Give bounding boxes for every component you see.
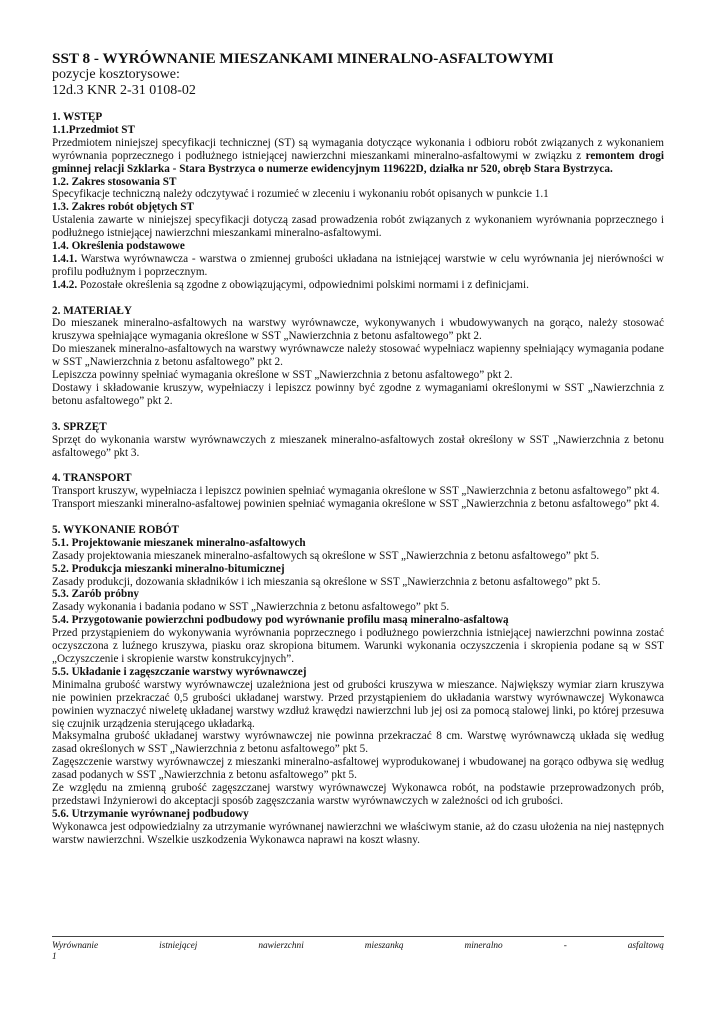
section-heading-5: 5. WYKONANIE ROBÓT [52, 523, 179, 536]
footer-word: nawierzchni [258, 941, 304, 951]
footer-word: Wyrównanie [52, 941, 99, 951]
paragraph-5-5-d: Ze względu na zmienną grubość zagęszczanej warstwy wyrównawczej Wykonawca robót, na podstawie przeprowadzonych prób, przedstawi Inżynierowi do akceptacji sposób zagęszczania warstw wyrównawczych w zależności od ich grubości. [52, 782, 664, 807]
footer-word: istniejącej [159, 941, 198, 951]
footer-word: mieszanką [364, 941, 404, 951]
subsection-heading-1-4: 1.4. Określenia podstawowe [52, 240, 185, 253]
paragraph-2-2: Do mieszanek mineralno-asfaltowych na warstwy wyrównawcze należy stosować wypełniacz wapienny spełniający wymagania podane w SST „Nawierzchnia z betonu asfaltowego” pkt 2. [52, 343, 664, 369]
subsection-heading-5-3: 5.3. Zarób próbny [52, 588, 140, 601]
subsection-heading-5-4: 5.4. Przygotowanie powierzchni podbudowy pod wyrównanie profilu masą mineralno-asfaltową [52, 614, 509, 627]
subsection-heading-5-1: 5.1. Projektowanie mieszanek mineralno-asfaltowych [52, 536, 306, 549]
paragraph-3-1: Sprzęt do wykonania warstw wyrównawczych z mieszanek mineralno-asfaltowych został określony w SST „Nawierzchnia z betonu asfaltowego” pkt 3. [52, 433, 664, 459]
paragraph-5-4: Przed przystąpieniem do wykonywania wyrównania poprzecznego i podłużnego powierzchnia istniejącej nawierzchni powinna zostać oczyszczona z luźnego kruszywa, piasku oraz skropiona bitumem. Warunki wykonania oczyszczenia i skropienia podane są w SST „Oczyszczenie i skropienie warstw konstrukcyjnych”. [52, 627, 664, 665]
footer-word: - [563, 941, 567, 951]
footer-word: mineralno [464, 941, 503, 951]
section-heading-1: 1. WSTĘP [52, 111, 103, 123]
paragraph-5-1: Zasady projektowania mieszanek mineralno-asfaltowych są określone w SST „Nawierzchnia z betonu asfaltowego” pkt 5. [52, 549, 600, 562]
page-number: 1 [52, 952, 57, 962]
footer-word: asfaltową [627, 941, 664, 951]
paragraph-5-2: Zasady produkcji, dozowania składników i ich mieszania są określone w SST „Nawierzchnia z betonu asfaltowego” pkt 5. [52, 575, 601, 588]
section-heading-4: 4. TRANSPORT [52, 472, 132, 485]
section-heading-3: 3. SPRZĘT [52, 420, 107, 433]
paragraph-5-5-c: Zagęszczenie warstwy wyrównawczej z mieszanki mineralno-asfaltowej wyprodukowanej i wbudowanej na gorąco odbywa się według zasad podanych w SST „Nawierzchnia z betonu asfaltowego” pkt 5. [52, 756, 664, 782]
cost-items-label: pozycje kosztorysowe: [52, 67, 180, 82]
subsection-heading-1-3: 1.3. Zakres robót objętych ST [52, 201, 194, 214]
paragraph-5-6: Wykonawca jest odpowiedzialny za utrzymanie wyrównanej nawierzchni we właściwym stanie, aż do czasu ułożenia na niej następnych warstw nawierzchni. Wszelkie uszkodzenia Wykonawca naprawi na koszt własny. [52, 820, 664, 846]
paragraph-5-3: Zasady wykonania i badania podano w SST „Nawierzchnia z betonu asfaltowego” pkt 5. [52, 601, 450, 614]
subsection-heading-1-2: 1.2. Zakres stosowania ST [52, 175, 177, 188]
paragraph-4-1: Transport kruszyw, wypełniacza i lepiszcz powinien spełniać wymagania określone w SST „Nawierzchnia z betonu asfaltowego” pkt 4. [52, 485, 660, 498]
paragraph-2-4: Dostawy i składowanie kruszyw, wypełniaczy i lepiszcz powinny być zgodne z wymaganiami określonymi w SST „Nawierzchnia z betonu asfaltowego” pkt 2. [52, 382, 664, 407]
paragraph-5-5-a: Minimalna grubość warstwy wyrównawczej uzależniona jest od grubości kruszywa w mieszance. Największy wymiar ziarn kruszywa nie powinien przekraczać 0,5 grubości układanej warstwy. Przed przystąpieniem do układania warstwy wyrównawczej Wykonawca powinien wyznaczyć niweletę układanej warstwy wzdłuż krawędzi nawierzchni lub jej osi za pomocą stalowej linki, po której przesuwa się czujnik urządzenia sterującego układarką. [52, 678, 664, 730]
paragraph-1-1-bold: remontem drogi gminnej relacji Szklarka - Stara Bystrzyca o numerze ewidencyjnym 119622D, działka nr 520, obręb Stara Bystrzyca. [52, 149, 664, 175]
paragraph-1-3: Ustalenia zawarte w niniejszej specyfikacji dotyczą zasad prowadzenia robót związanych z wykonaniem wyrównania poprzecznego i podłużnego istniejącej nawierzchni mieszankami mineralno-asfaltowymi. [52, 214, 664, 240]
paragraph-5-5-b: Maksymalna grubość układanej warstwy wyrównawczej nie powinna przekraczać 8 cm. Warstwę wyrównawczą układa się według zasad określonych w SST „Nawierzchnia z betonu asfaltowego” pkt 5. [52, 730, 664, 756]
paragraph-2-1: Do mieszanek mineralno-asfaltowych na warstwy wyrównawcze, wykonywanych i wbudowywanych na gorąco, należy stosować kruszywa spełniające wymagania określone w SST „Nawierzchnia z betonu asfaltowego” pkt 2. [52, 317, 664, 343]
paragraph-1-1 [52, 137, 664, 176]
page-footer [52, 936, 664, 962]
document-body [52, 111, 664, 847]
subsection-heading-5-2: 5.2. Produkcja mieszanki mineralno-bitumicznej [52, 562, 285, 575]
paragraph-1-2: Specyfikacje techniczną należy odczytywać i rozumieć w zleceniu i wykonaniu robót opisanych w punkcie 1.1 [52, 188, 549, 201]
paragraph-1-4-2-number: 1.4.2. [52, 278, 78, 291]
document-title: SST 8 - WYRÓWNANIE MIESZANKAMI MINERALNO-ASFALTOWYMI [52, 50, 554, 67]
paragraph-1-4-2 [52, 279, 664, 292]
subsection-heading-5-5: 5.5. Układanie i zagęszczanie warstwy wyrównawczej [52, 665, 307, 678]
subsection-heading-5-6: 5.6. Utrzymanie wyrównanej podbudowy [52, 807, 249, 820]
cost-item-code: 12d.3 KNR 2-31 0108-02 [52, 82, 196, 98]
paragraph-4-2: Transport mieszanki mineralno-asfaltowej powinien spełniać wymagania określone w SST „Nawierzchnia z betonu asfaltowego” pkt 4. [52, 498, 660, 511]
section-heading-2: 2. MATERIAŁY [52, 304, 132, 317]
paragraph-1-4-1-text: Warstwa wyrównawcza - warstwa o zmiennej grubości układana na istniejącej warstwie w celu wyrównania jej nierówności w profilu podłużnym i poprzecznym. [52, 252, 664, 278]
document-page [52, 50, 664, 847]
paragraph-1-4-1-number: 1.4.1. [52, 252, 78, 265]
paragraph-2-3: Lepiszcza powinny spełniać wymagania określone w SST „Nawierzchnia z betonu asfaltowego” pkt 2. [52, 369, 513, 382]
paragraph-1-4-2-text: Pozostałe określenia są zgodne z obowiązującymi, odpowiednimi polskimi normami i z definicjami. [77, 278, 529, 291]
subsection-heading-1-1: 1.1.Przedmiot ST [52, 123, 135, 136]
paragraph-1-1-text: Przedmiotem niniejszej specyfikacji technicznej (ST) są wymagania dotyczące wykonania i odbioru robót związanych z wykonaniem wyrównania poprzecznego i podłużnego istniejącej nawierzchni mieszankami mineralno-asfaltowymi w związku z [52, 136, 664, 162]
paragraph-1-4-1 [52, 253, 664, 279]
footer-caption [52, 941, 664, 952]
